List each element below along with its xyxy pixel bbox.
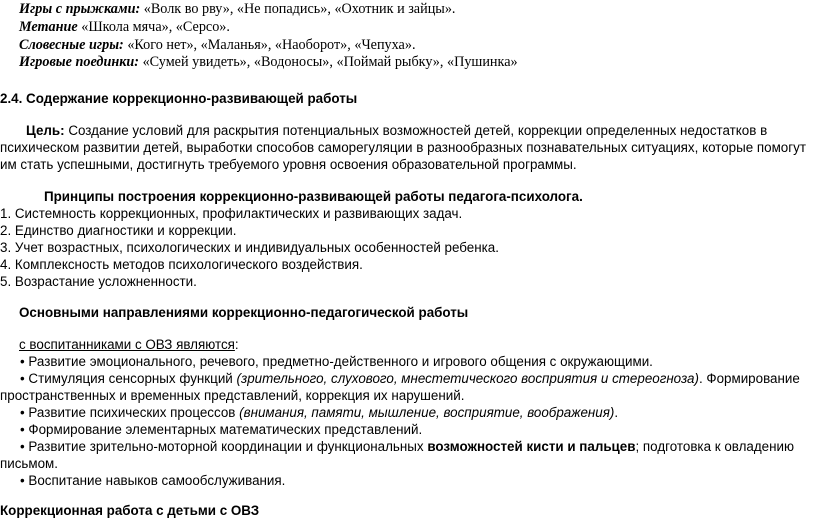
games-text: «Сумей увидеть», «Водоносы», «Поймай рыбку», «Пушинка» [139,54,518,70]
games-line-duels [19,54,518,71]
goal-line-3: им стать успешными, достигнуть требуемого уровня освоения образовательной программы. [0,157,577,172]
bullet-item: • Развитие эмоционального, речевого, предметно-действенного и игрового общения с окружающими. [20,354,653,369]
bullet-item-continuation: пространственных и временных представлений, коррекция их нарушений. [0,388,465,403]
games-label: Метание [19,19,78,35]
games-text: «Школа мяча», «Серсо». [77,19,230,35]
goal-line-1 [26,122,767,139]
bullet-item: • Воспитание навыков самообслуживания. [20,473,286,488]
games-text: «Волк во рву», «Не попадись», «Охотник и зайцы». [140,1,456,17]
directions-subtitle-text: с воспитанниками с ОВЗ являются [19,337,235,352]
section-title: 2.4. Содержание коррекционно-развивающей работы [0,91,358,106]
bullet-item: • Развитие психических процессов (внимания, памяти, мышление, восприятие, воображения). [20,405,619,420]
bullet-item: • Развитие зрительно-моторной координации и функциональных возможностей кисти и пальцев; подготовка к овладению [20,439,795,454]
goal-label: Цель: [26,123,65,138]
principle-item: 1. Системность коррекционных, профилактических и развивающих задач. [0,206,463,221]
bottom-section-title: Коррекционная работа с детьми с ОВЗ [0,503,260,518]
bullet-item: • Стимуляция сенсорных функций (зрительного, слухового, мнестетического восприятия и стереогноза). Формирование [20,371,800,386]
bullet-item-continuation: письмом. [0,456,58,471]
principles-title: Принципы построения коррекционно-развивающей работы педагога-психолога. [44,189,583,204]
games-label: Словесные игры: [19,37,124,53]
games-label: Игры с прыжками: [19,1,141,17]
directions-title: Основными направлениями коррекционно-педагогической работы [19,305,469,320]
games-text: «Кого нет», «Маланья», «Наоборот», «Чепуха». [123,37,416,53]
games-line-jumping [19,1,455,18]
games-line-throwing [19,19,230,36]
principle-item: 2. Единство диагностики и коррекции. [0,223,237,238]
principle-item: 5. Возрастание усложненности. [0,274,197,289]
principle-item: 4. Комплексность методов психологического воздействия. [0,257,363,272]
games-line-word [19,37,416,54]
principle-item: 3. Учет возрастных, психологических и индивидуальных особенностей ребенка. [0,240,499,255]
games-label: Игровые поединки: [19,54,140,70]
directions-subtitle: с воспитанниками с ОВЗ являются: [19,337,239,352]
goal-line-2: психическом развитии детей, выработки способов саморегуляции в разнообразных познавательных ситуациях, которые помогут [0,140,806,155]
goal-text: Создание условий для раскрытия потенциальных возможностей детей, коррекции определенных недостатков в [64,123,768,138]
bullet-item: • Формирование элементарных математических представлений. [20,422,423,437]
